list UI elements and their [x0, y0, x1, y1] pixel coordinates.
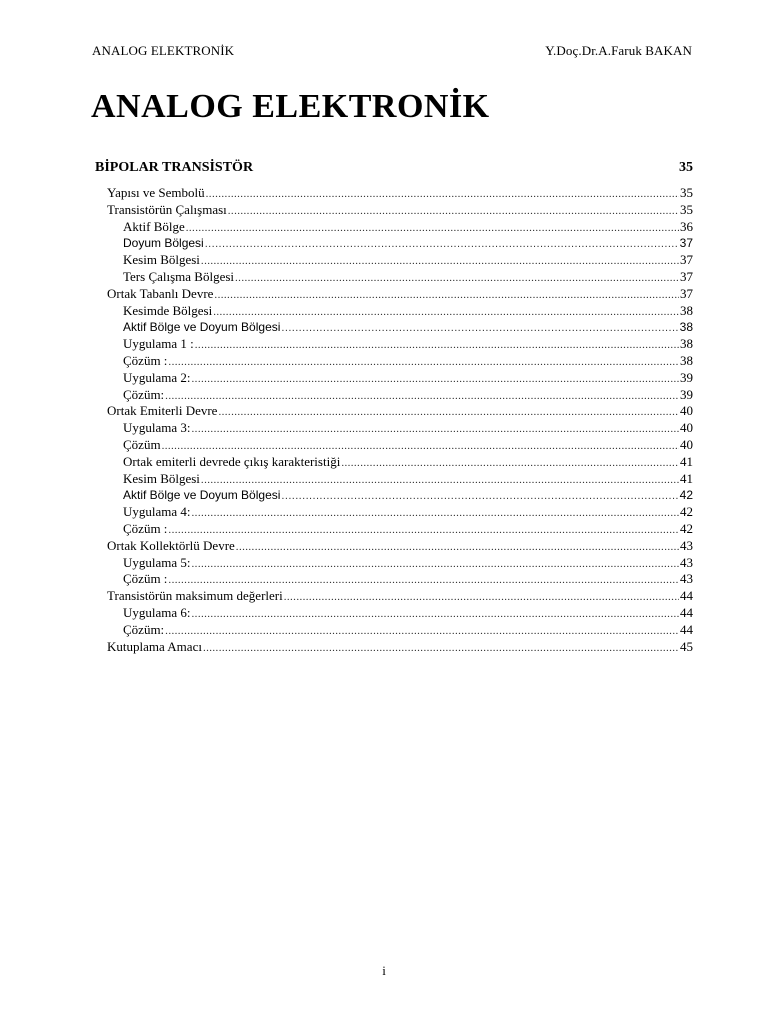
toc-entry-page: 41: [680, 470, 693, 486]
toc-dot-leader: [192, 371, 679, 388]
toc-entry-page: 37: [680, 285, 693, 301]
toc-dot-leader: [192, 556, 679, 573]
toc-entry-label: Transistörün Çalışması: [107, 201, 227, 217]
toc-entry-label: Transistörün maksimum değerleri: [107, 588, 283, 604]
toc-dot-leader: [213, 304, 679, 321]
toc-entry-label: Ortak Kollektörlü Devre: [107, 537, 235, 553]
toc-entry[interactable]: [123, 370, 693, 387]
toc-entry-page: 42: [679, 488, 693, 503]
toc-entry[interactable]: [107, 588, 693, 605]
toc-dot-leader: [168, 572, 679, 589]
toc-dot-leader: [201, 253, 679, 270]
toc-entry-page: 38: [680, 352, 693, 368]
toc-dot-leader: [214, 287, 679, 304]
chapter-page: 35: [679, 160, 693, 175]
toc-dot-leader: [281, 488, 678, 505]
toc-entry-page: 40: [680, 403, 693, 419]
toc-entry[interactable]: [123, 269, 693, 286]
toc-entry[interactable]: [123, 555, 693, 572]
toc-entry-label: Aktif Bölge ve Doyum Bölgesi: [123, 320, 281, 335]
toc-entry[interactable]: [107, 202, 693, 219]
toc-entry-label: Kesimde Bölgesi: [123, 302, 213, 318]
toc-dot-leader: [165, 388, 679, 405]
toc-entry-label: Uygulama 2:: [123, 369, 191, 385]
toc-entry-label: Çözüm :: [123, 571, 168, 587]
toc-dot-leader: [168, 522, 679, 539]
toc-entry-page: 36: [680, 218, 693, 234]
toc-dot-leader: [192, 606, 679, 623]
toc-dot-leader: [341, 455, 679, 472]
toc-dot-leader: [201, 472, 679, 489]
toc-entry-label: Kutuplama Amacı: [107, 638, 202, 654]
page-number: i: [382, 963, 386, 978]
toc-entry[interactable]: [123, 235, 693, 252]
toc-dot-leader: [281, 320, 678, 337]
toc-entry[interactable]: [123, 336, 693, 353]
toc-dot-leader: [235, 270, 679, 287]
toc-dot-leader: [165, 623, 679, 640]
toc-entry-page: 40: [680, 420, 693, 436]
header-author: Y.Doç.Dr.A.Faruk BAKAN: [545, 43, 692, 58]
toc-entry-label: Kesim Bölgesi: [123, 470, 200, 486]
toc-entry[interactable]: [107, 639, 693, 656]
toc-entry[interactable]: [123, 319, 693, 336]
toc-dot-leader: [228, 203, 679, 220]
toc-entry[interactable]: [107, 538, 693, 555]
toc-chapter-heading[interactable]: [95, 160, 693, 176]
toc-entry-label: Aktif Bölge: [123, 218, 185, 234]
toc-entry-label: Çözüm:: [123, 386, 165, 402]
toc-entry-page: 35: [680, 185, 693, 200]
toc-entry-page: 43: [680, 571, 693, 587]
toc-entry-page: 42: [680, 520, 693, 536]
toc-dot-leader: [284, 589, 679, 606]
toc-entry-label: Uygulama 6:: [123, 604, 191, 620]
chapter-title: BİPOLAR TRANSİSTÖR: [95, 160, 254, 175]
toc-entry-page: 38: [680, 302, 693, 318]
toc-entry-page: 39: [680, 369, 693, 385]
toc-entry-label: Çözüm :: [123, 520, 168, 536]
toc-entry[interactable]: [123, 471, 693, 488]
toc-entry[interactable]: [123, 521, 693, 538]
toc-entry-label: Aktif Bölge ve Doyum Bölgesi: [123, 488, 281, 503]
toc-entry-page: 39: [680, 386, 693, 402]
toc-entry[interactable]: [123, 303, 693, 320]
toc-entry-label: Çözüm:: [123, 621, 165, 637]
toc-entry-page: 35: [680, 201, 693, 217]
toc-entry-page: 44: [680, 621, 693, 637]
toc-entry-page: 43: [680, 554, 693, 570]
toc-entry[interactable]: [123, 454, 693, 471]
toc-dot-leader: [205, 236, 679, 253]
toc-entry-label: Çözüm :: [123, 352, 168, 368]
toc-entry[interactable]: [123, 487, 693, 504]
toc-entry[interactable]: [123, 622, 693, 639]
toc-entry[interactable]: [123, 571, 693, 588]
toc-dot-leader: [206, 186, 679, 203]
toc-entry-page: 45: [680, 638, 693, 654]
toc-entry[interactable]: [107, 185, 693, 202]
toc-entry-label: Çözüm: [123, 436, 161, 452]
toc-entry[interactable]: [123, 504, 693, 521]
toc-entry-page: 41: [680, 453, 693, 469]
toc-entry-label: Yapısı ve Sembolü: [107, 185, 205, 200]
toc-entry-label: Uygulama 5:: [123, 554, 191, 570]
toc-entry-label: Ortak Tabanlı Devre: [107, 285, 214, 301]
toc-dot-leader: [203, 640, 679, 657]
toc-entry[interactable]: [123, 353, 693, 370]
toc-entry[interactable]: [107, 286, 693, 303]
toc-entry-label: Ortak Emiterli Devre: [107, 403, 218, 419]
document-title: ANALOG ELEKTRONİK: [91, 88, 490, 125]
toc-entry-page: 37: [679, 236, 693, 251]
toc-entry[interactable]: [123, 605, 693, 622]
toc-entry-page: 44: [680, 588, 693, 604]
toc-entry-page: 38: [680, 336, 693, 352]
toc-entry-page: 38: [679, 320, 693, 335]
toc-entry-label: Ortak emiterli devrede çıkış karakteristiği: [123, 453, 341, 469]
toc-entry-page: 40: [680, 436, 693, 452]
running-header: [92, 43, 692, 59]
toc-dot-leader: [192, 421, 679, 438]
toc-entry-label: Doyum Bölgesi: [123, 236, 204, 251]
toc-entry[interactable]: [123, 252, 693, 269]
toc-entry-page: 37: [680, 252, 693, 268]
toc-entry-label: Uygulama 3:: [123, 420, 191, 436]
toc-entry-label: Kesim Bölgesi: [123, 252, 200, 268]
toc-dot-leader: [186, 220, 679, 237]
toc-entry-page: 37: [680, 268, 693, 284]
toc-entry[interactable]: [107, 403, 693, 420]
toc-entry-label: Uygulama 1 :: [123, 336, 194, 352]
toc-dot-leader: [168, 354, 679, 371]
toc-entry-page: 44: [680, 604, 693, 620]
toc-dot-leader: [195, 337, 679, 354]
toc-entry-label: Uygulama 4:: [123, 504, 191, 520]
toc-dot-leader: [192, 505, 679, 522]
table-of-contents: [0, 185, 768, 655]
toc-entry[interactable]: [123, 219, 693, 236]
toc-entry[interactable]: [123, 387, 693, 404]
header-book-title: ANALOG ELEKTRONİK: [92, 43, 235, 58]
toc-dot-leader: [162, 438, 679, 455]
toc-entry[interactable]: [123, 420, 693, 437]
toc-entry-page: 43: [680, 537, 693, 553]
toc-entry[interactable]: [123, 437, 693, 454]
toc-dot-leader: [236, 539, 679, 556]
toc-entry-label: Ters Çalışma Bölgesi: [123, 268, 235, 284]
toc-dot-leader: [218, 404, 679, 421]
toc-entry-page: 42: [680, 504, 693, 520]
